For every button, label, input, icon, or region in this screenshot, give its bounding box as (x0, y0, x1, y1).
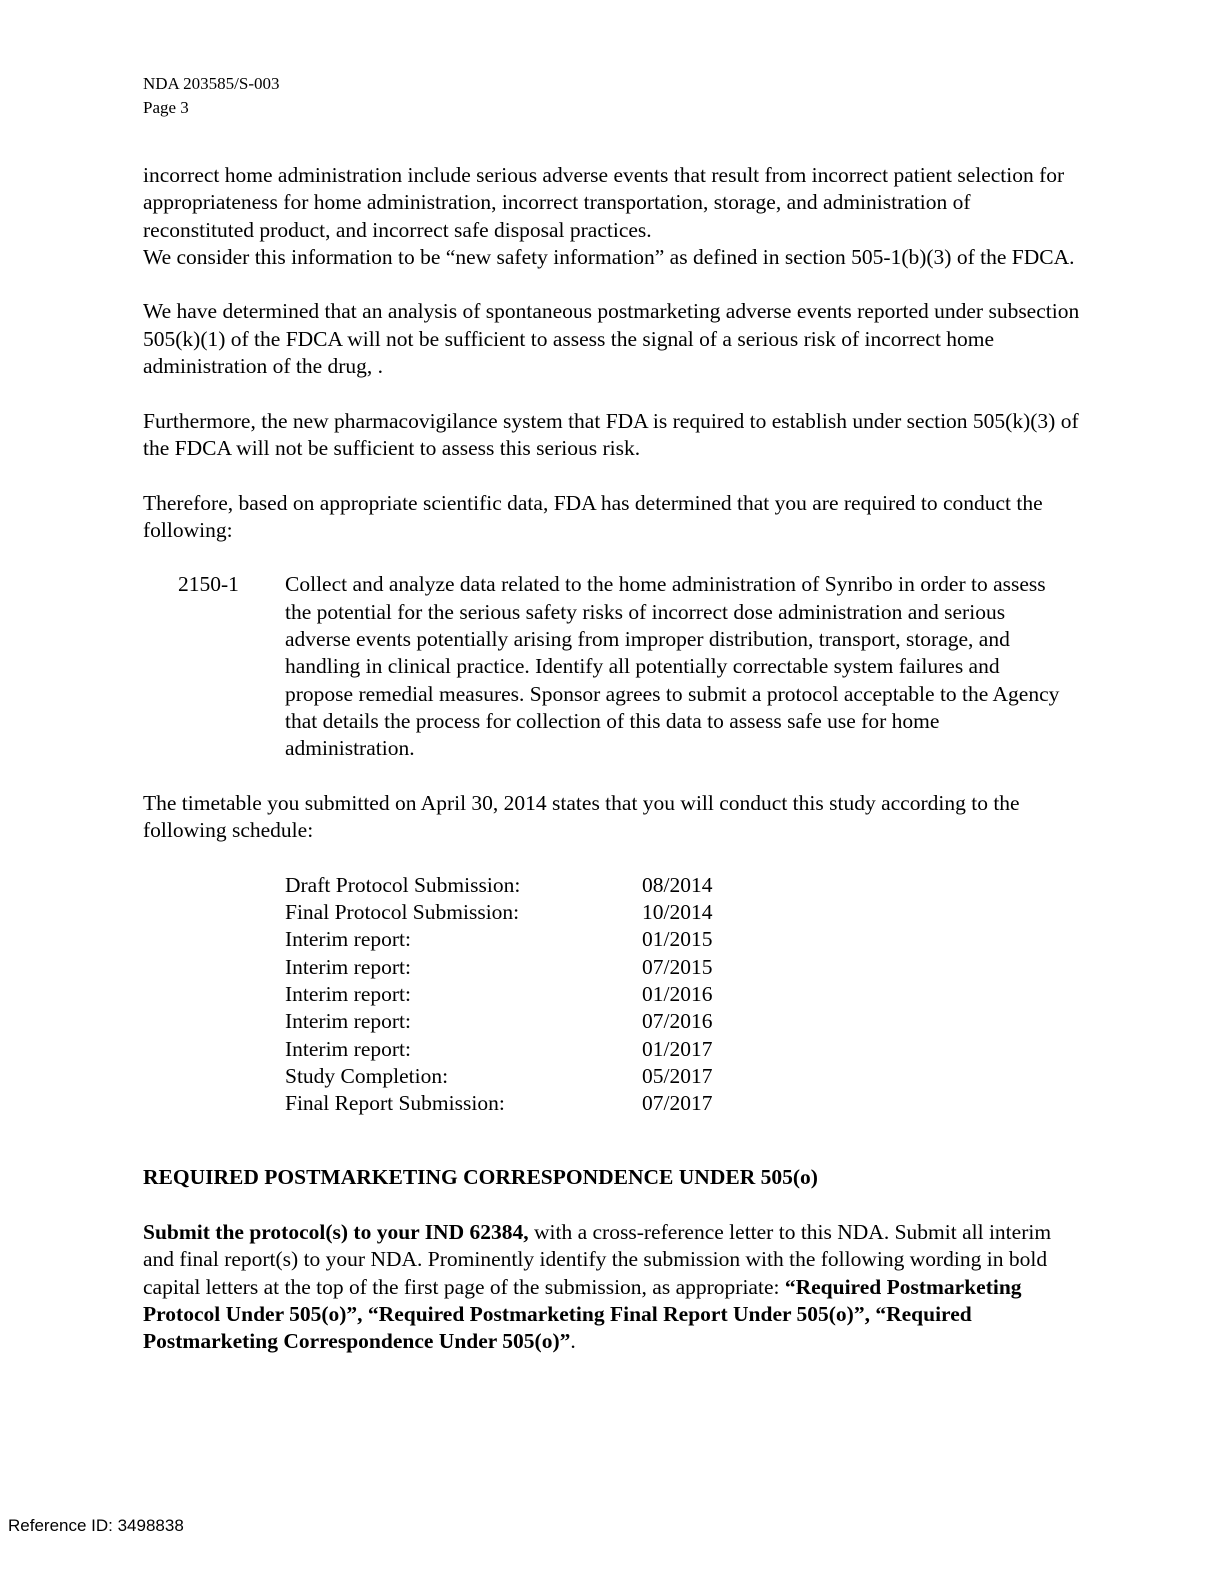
paragraph-intro (143, 162, 1083, 271)
section-heading: REQUIRED POSTMARKETING CORRESPONDENCE UNDER 505(o) (143, 1165, 818, 1190)
paragraph-pharmacovigilance: Furthermore, the new pharmacovigilance system that FDA is required to establish under section 505(k)(3) of the FDCA will not be sufficient to assess this serious risk. (143, 408, 1079, 460)
milestone-label: Interim report: (285, 981, 411, 1006)
reference-id: Reference ID: 3498838 (8, 1516, 184, 1535)
paragraph-analysis: We have determined that an analysis of spontaneous postmarketing adverse events reported under subsection 505(k)(1) of the FDCA will not be sufficient to assess the signal of a serious risk of incorrect home administration of the drug, . (143, 299, 1080, 379)
paragraph-timetable: The timetable you submitted on April 30, 2014 states that you will conduct this study according to the following schedule: (143, 790, 1020, 843)
requirement-item (178, 571, 1083, 762)
milestone-date: 01/2015 (642, 927, 713, 952)
milestone-date: 07/2017 (642, 1091, 713, 1116)
paragraph-therefore: Therefore, based on appropriate scientific data, FDA has determined that you are required to conduct the following: (143, 490, 1043, 542)
milestone-label: Study Completion: (285, 1063, 449, 1088)
milestone-date: 01/2016 (642, 981, 713, 1006)
milestone-date: 07/2015 (642, 954, 713, 979)
milestone-date: 10/2014 (642, 900, 713, 925)
milestone-label: Interim report: (285, 1036, 411, 1061)
milestone-date: 05/2017 (642, 1063, 713, 1088)
submission-text: with a cross-reference letter to this NDA. Submit all interim and final report(s) to your NDA. Prominently identify the submission with the following wording in bold capital letters at the top of the first page of the submission, as appropriate: (143, 1219, 1052, 1299)
milestone-label: Draft Protocol Submission: (285, 872, 521, 897)
closing-period: . (570, 1329, 576, 1354)
schedule-row (285, 1008, 1083, 1035)
milestone-date: 08/2014 (642, 872, 713, 897)
schedule-row (285, 1036, 1083, 1063)
paragraph-submission-instructions (143, 1219, 1083, 1355)
required-wording-bold: “Required Postmarketing Protocol Under 505(o)”, “Required Postmarketing Final Report Under 505(o)”, “Required Postmarketing Correspondence Under 505(o)” (143, 1274, 1022, 1354)
page-header (143, 72, 279, 120)
letter-body (143, 162, 1083, 1383)
requirement-text: Collect and analyze data related to the home administration of Synribo in order to assess the potential for the serious safety risks of incorrect dose administration and serious adverse events potentially arising from improper distribution, transport, storage, and handling in clinical practice. Identify all potentially correctable system failures and propose remedial measures. Sponsor agrees to submit a protocol acceptable to the Agency that details the process for collection of this data to assess safe use for home administration. (285, 572, 1060, 761)
schedule-table (285, 872, 1083, 1118)
page-number: Page 3 (143, 98, 189, 117)
schedule-row (285, 1090, 1083, 1117)
paragraph-new-safety-info: We consider this information to be “new safety information” as defined in section 505-1(b)(3) of the FDCA. (143, 244, 1075, 269)
schedule-row (285, 926, 1083, 953)
schedule-row (285, 981, 1083, 1008)
schedule-row (285, 899, 1083, 926)
schedule-row (285, 954, 1083, 981)
milestone-label: Final Protocol Submission: (285, 900, 520, 925)
milestone-date: 07/2016 (642, 1009, 713, 1034)
schedule-row (285, 1063, 1083, 1090)
milestone-label: Interim report: (285, 1009, 411, 1034)
paragraph-intro-text: incorrect home administration include serious adverse events that result from incorrect patient selection for appropriateness for home administration, incorrect transportation, storage, and administration of reconstituted product, and incorrect safe disposal practices. (143, 163, 1065, 242)
submit-protocol-bold: Submit the protocol(s) to your IND 62384, (143, 1219, 529, 1244)
milestone-date: 01/2017 (642, 1036, 713, 1061)
nda-number: NDA 203585/S-003 (143, 74, 280, 93)
schedule-row (285, 872, 1083, 899)
milestone-label: Interim report: (285, 954, 411, 979)
milestone-label: Interim report: (285, 927, 411, 952)
requirement-number: 2150-1 (178, 572, 239, 597)
milestone-label: Final Report Submission: (285, 1091, 505, 1116)
